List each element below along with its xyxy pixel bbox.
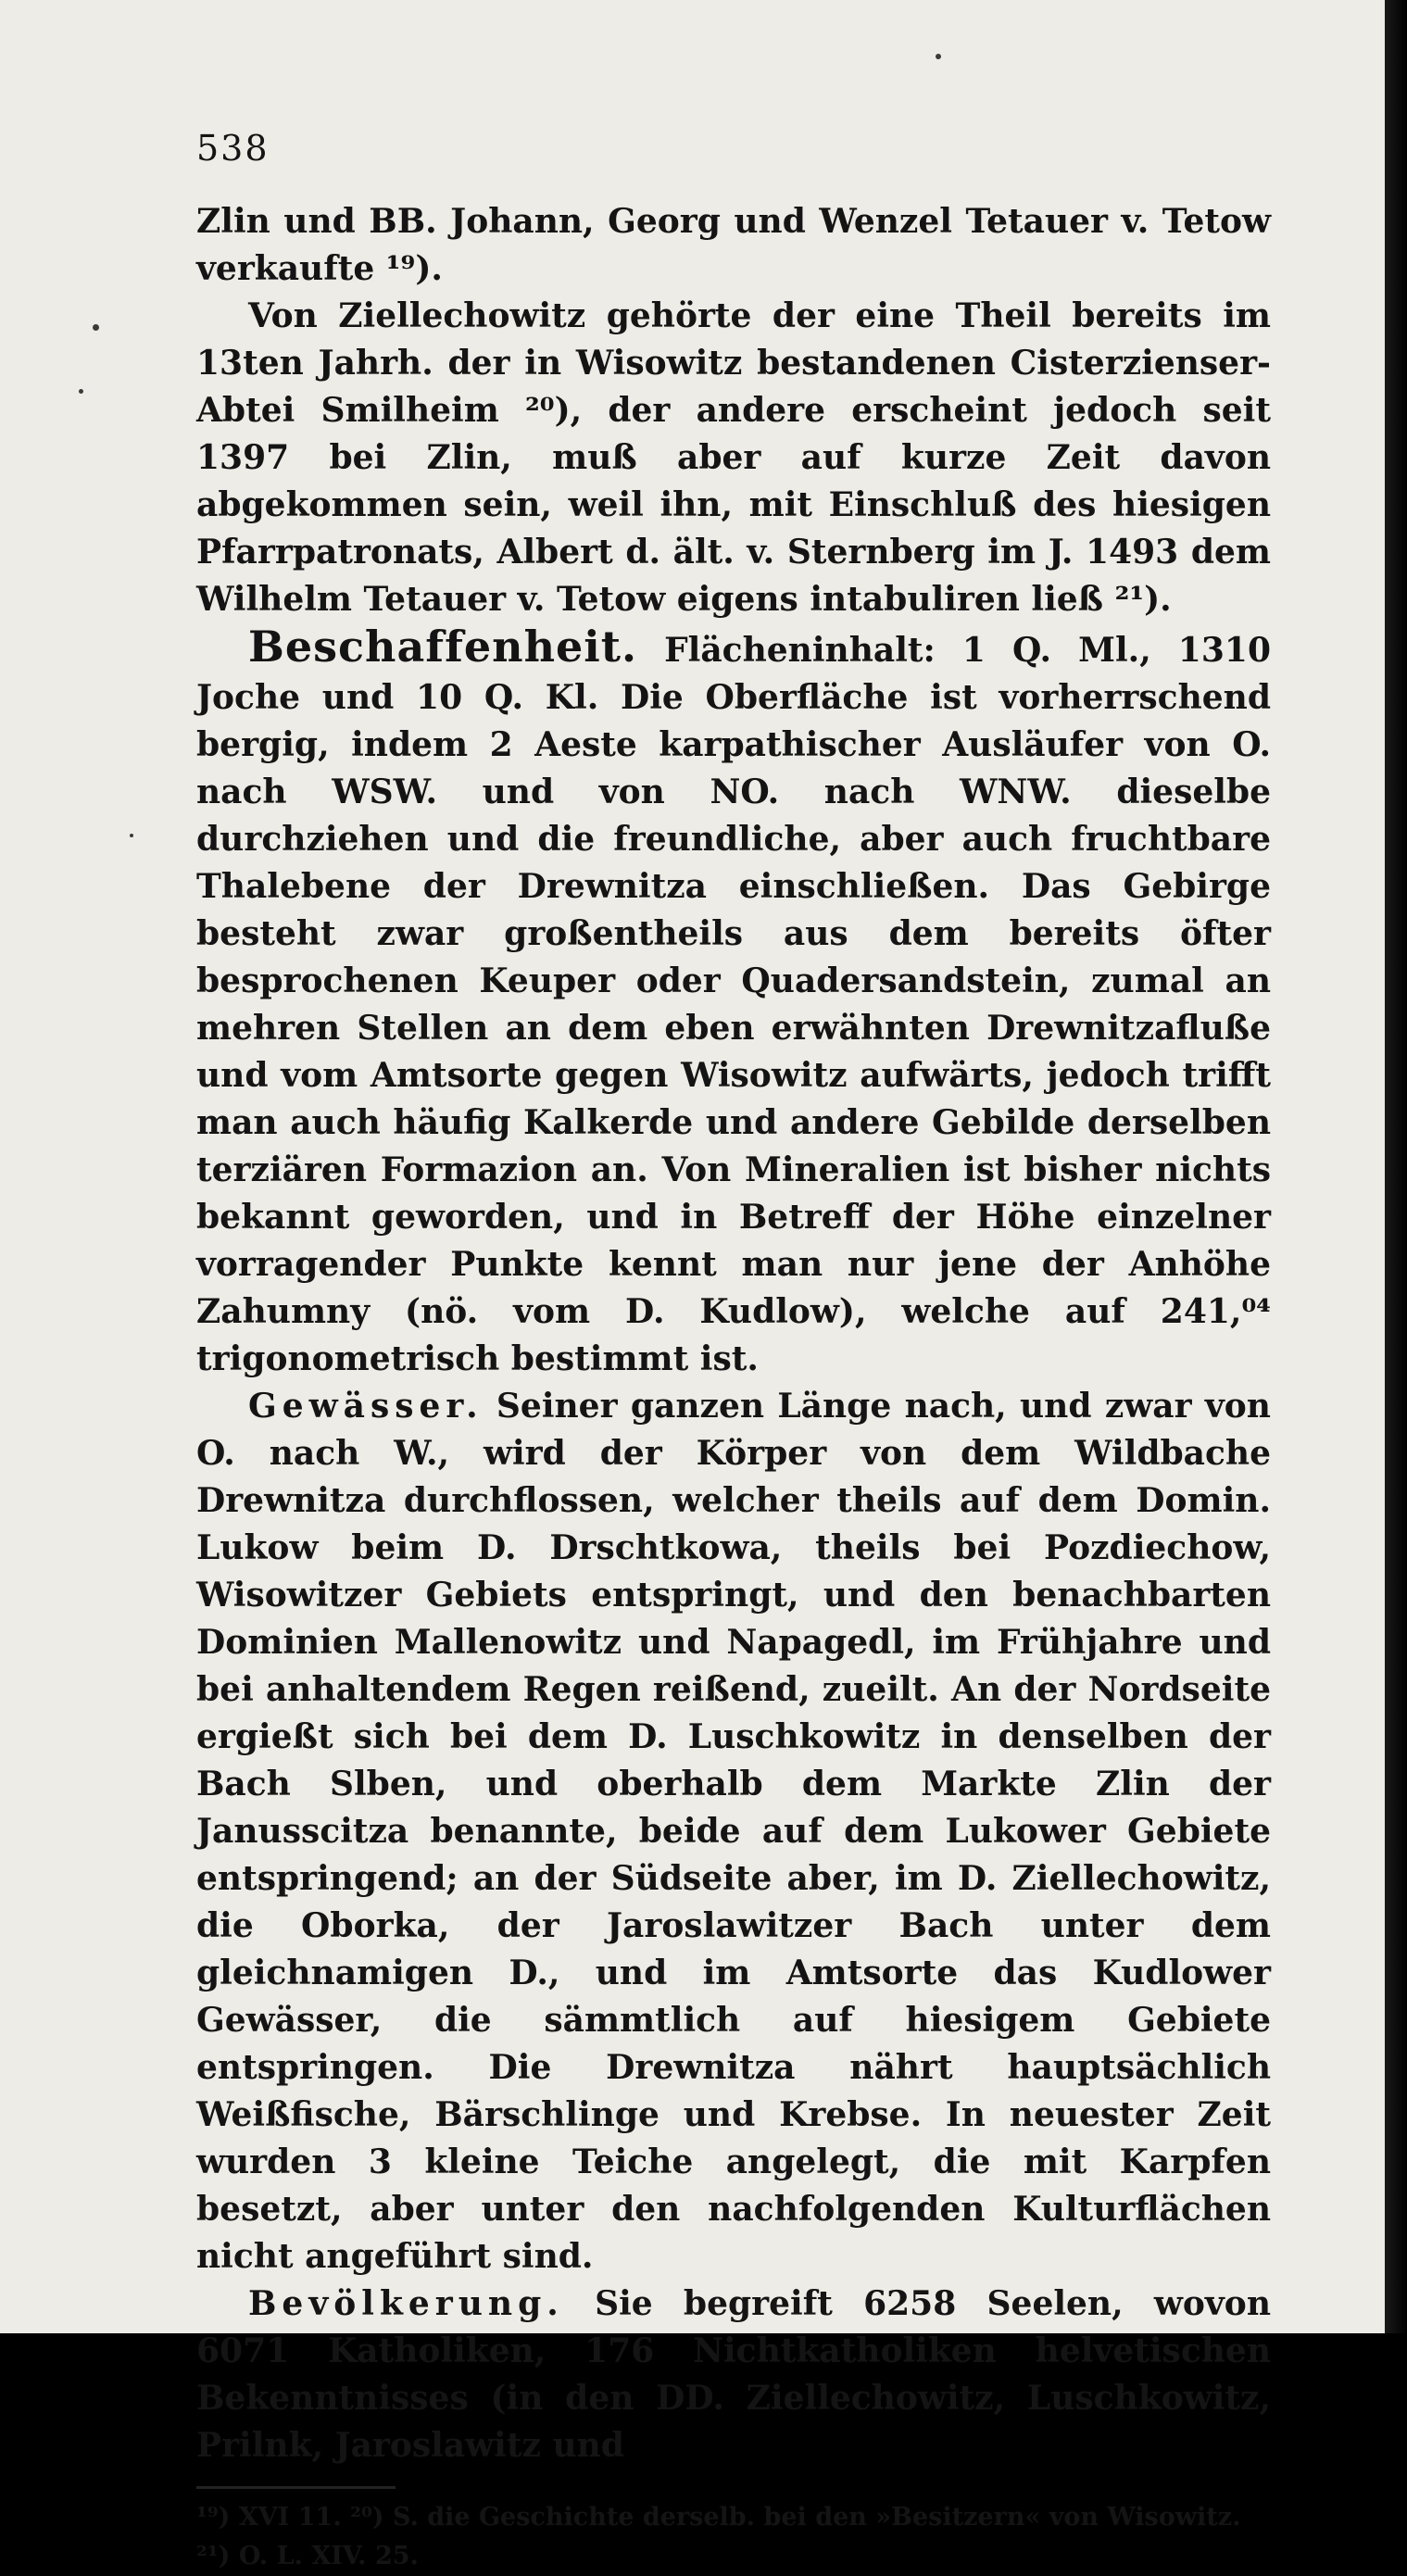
paragraph-4-text: Seiner ganzen Länge nach, und zwar von O. nach W., wird der Körper von dem Wildbache Drewnitza durchflossen, welcher theils auf dem Domin. Lukow beim D. Drschtkowa, theils bei Pozdiechow, Wisowitzer Gebiets entspringt, und den benachbarten Dominien Mallenowitz und Napagedl, im Frühjahre und bei anhaltendem Regen reißend, zueilt. An der Nordseite ergießt sich bei dem D. Luschkowitz in denselben der Bach Slben, und oberhalb dem Markte Zlin der Janusscitza benannte, beide auf dem Lukower Gebiete entspringend; an der Südseite aber, im D. Ziellechowitz, die Oborka, der Jaroslawitzer Bach unter dem gleichnamigen D., und im Amtsorte das Kudlower Gewässer, die sämmtlich auf hiesigem Gebiete entspringen. Die Drewnitza nährt hauptsächlich Weißfische, Bärschlinge und Krebse. In neuester Zeit wurden 3 kleine Teiche angelegt, die mit Karpfen besetzt, aber unter den nachfolgenden Kulturflächen nicht angeführt sind. [196,1387,1271,2276]
paper-speck [130,834,133,837]
page-content [196,120,1271,2576]
paragraph-4 [196,1383,1271,2281]
page-edge-shadow [1385,0,1407,2333]
footnote-divider [196,2486,396,2489]
paragraph-5-text: Sie begreift 6258 Seelen, wovon 6071 Katholiken, 176 Nichtkatholiken helvetischen Bekenntnisses (in den DD. Ziellechowitz, Luschkowitz, Prilnk, Jaroslawitz und [196,2284,1271,2465]
footnotes: ¹⁹) XVI 11. ²⁰) S. die Geschichte derselb. bei den »Besitzern« von Wisowitz. ²¹) O. L. XIV. 25. [196,2503,1241,2570]
paragraph-1: Zlin und BB. Johann, Georg und Wenzel Tetauer v. Tetow verkaufte ¹⁹). [196,202,1271,288]
paragraph-3 [196,623,1271,1383]
section-heading-gewaesser: Gewässer. [248,1387,484,1426]
paragraph-3-text: Flächeninhalt: 1 Q. Ml., 1310 Joche und 10 Q. Kl. Die Oberfläche ist vorherrschend bergig, indem 2 Aeste karpathischer Ausläufer von O. nach WSW. und von NO. nach WNW. dieselbe durchziehen und die freundliche, aber auch fruchtbare Thalebene der Drewnitza einschließen. Das Gebirge besteht zwar großentheils aus dem bereits öfter besprochenen Keuper oder Quadersandstein, zumal an mehren Stellen an dem eben erwähnten Drewnitzafluße und vom Amtsorte gegen Wisowitz aufwärts, jedoch trifft man auch häufig Kalkerde und andere Gebilde derselben terziären Formazion an. Von Mineralien ist bisher nichts bekannt geworden, und in Betreff der Höhe einzelner vorragender Punkte kennt man nur jene der Anhöhe Zahumny (nö. vom D. Kudlow), welche auf 241,⁰⁴ trigonometrisch bestimmt ist. [196,631,1271,1378]
page-number: 538 [196,128,270,169]
section-heading-beschaffenheit: Beschaffenheit. [248,622,638,672]
paragraph-5 [196,2281,1271,2469]
paragraph-2: Von Ziellechowitz gehörte der eine Theil bereits im 13ten Jahrh. der in Wisowitz bestandenen Cisterzienser-Abtei Smilheim ²⁰), der andere erscheint jedoch seit 1397 bei Zlin, muß aber auf kurze Zeit davon abgekommen sein, weil ihn, mit Einschluß des hiesigen Pfarrpatronats, Albert d. ält. v. Sternberg im J. 1493 dem Wilhelm Tetauer v. Tetow eigens intabuliren ließ ²¹). [196,296,1271,619]
section-heading-bevoelkerung: Bevölkerung. [248,2284,564,2323]
paper-speck [936,54,941,59]
paper-speck [93,324,99,331]
paper-speck [79,389,83,394]
